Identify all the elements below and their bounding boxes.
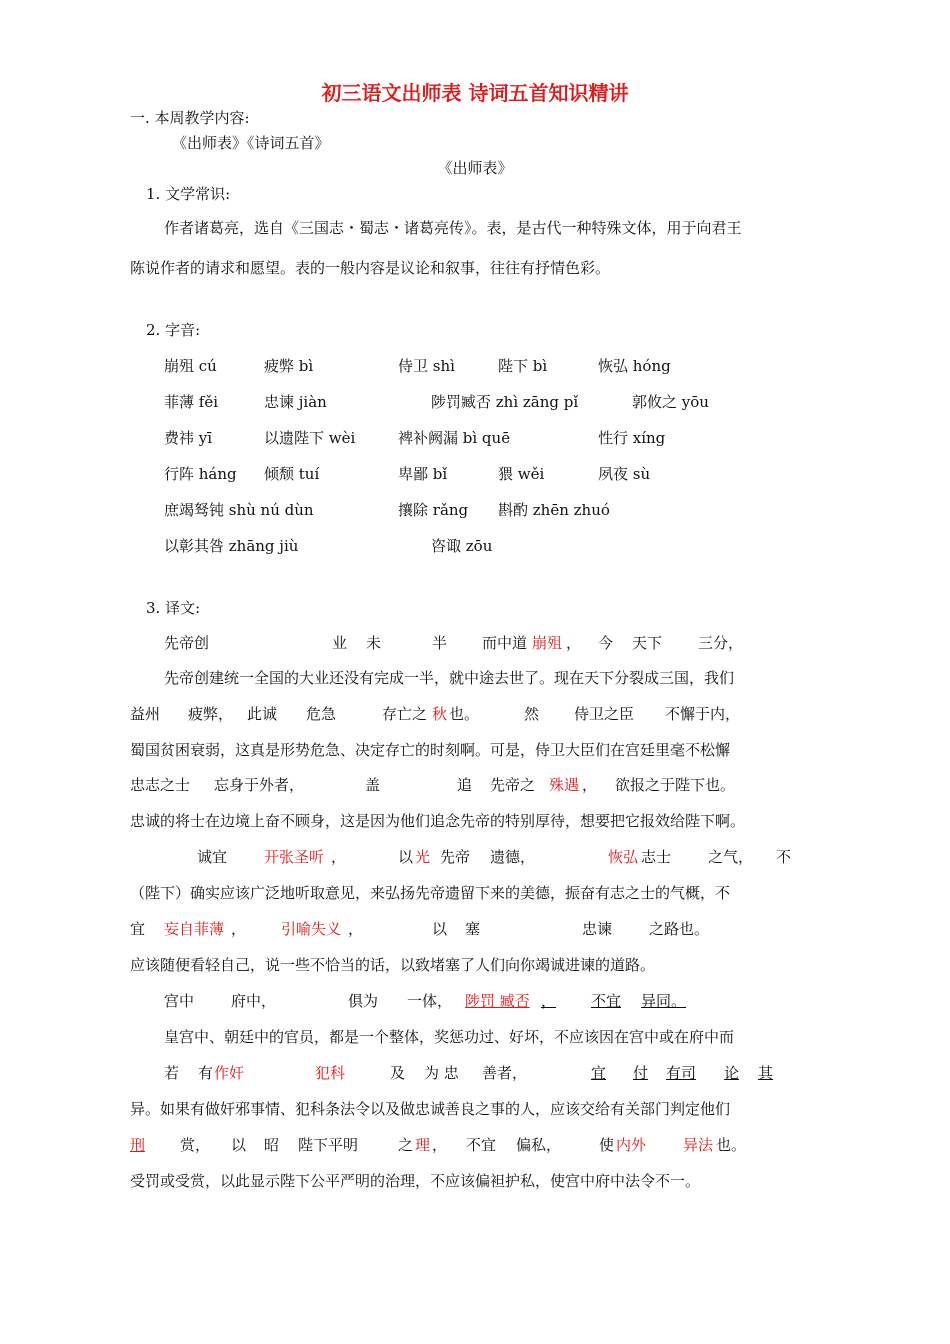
pron-item: 攘除 rǎng [398,501,469,519]
orig-word: 不 [776,848,792,866]
orig-word: 之路也。 [649,920,710,938]
orig-word-highlight: 光 [415,848,431,866]
orig-word: 追 [457,776,473,794]
orig-word: ， [541,992,557,1010]
orig-word: 使 [599,1136,615,1154]
orig-word-highlight: 秋 [432,705,448,723]
pron-item: 陟罚臧否 zhì zāng pǐ [431,393,579,411]
pron-item: 陛下 bì [498,357,548,375]
pron-item: 咨诹 zōu [431,537,493,555]
pron-item: 斟酌 zhēn zhuó [498,501,610,519]
orig-word-highlight: 刑 [130,1136,146,1154]
pron-item: 侍卫 shì [398,357,455,375]
orig-word: 存亡之 [382,705,428,723]
pron-item: 行阵 háng [164,465,237,483]
pron-item: 忠谏 jiàn [264,393,327,411]
orig-word: ， [582,776,598,794]
orig-word: 遗德， [490,848,536,866]
orig-word: ， [348,920,364,938]
orig-word: 天下 [632,634,663,652]
section-heading: 一. 本周教学内容: [130,109,250,127]
orig-word: 赏， [180,1136,211,1154]
translation-line: 应该随便看轻自己，说一些不恰当的话，以致堵塞了人们向你竭诚进谏的道路。 [130,956,656,974]
translation-line: 受罚或受赏，以此显示陛下公平严明的治理，不应该偏袒护私，使宫中府中法令不一。 [130,1172,701,1190]
orig-word-highlight: 殊遇 [549,776,580,794]
orig-word: 诚宜 [197,848,228,866]
texts-list: 《出师表》《诗词五首》 [172,134,330,152]
orig-word: 宫中 [164,992,195,1010]
orig-word: ， [432,1136,448,1154]
pron-item: 卑鄙 bǐ [398,465,448,483]
pron-item: 以彰其咎 zhāng jiù [164,537,299,555]
trans-heading: 3. 译文: [146,599,201,617]
orig-word: 论 [724,1064,740,1082]
pron-item: 夙夜 sù [598,465,651,483]
orig-word: 之 [398,1136,414,1154]
orig-word: 忘身于外者， [214,776,305,794]
orig-word: 塞 [465,920,481,938]
orig-word: 不懈于内， [665,705,741,723]
pron-item: 疲弊 bì [264,357,314,375]
orig-word: 宜 [591,1064,607,1082]
orig-word: 疲弊， [188,705,234,723]
orig-word-highlight: 妄自菲薄 [164,920,225,938]
orig-word: 善者， [482,1064,528,1082]
pron-item: 恢弘 hóng [598,357,671,375]
translation-line: 忠诚的将士在边境上奋不顾身，这是因为他们追念先帝的特别厚待，想要把它报效给陛下啊。 [130,812,746,830]
pron-item: 性行 xíng [598,429,666,447]
translation-line: 皇宫中、朝廷中的官员，都是一个整体，奖惩功过、好坏，不应该因在宫中或在府中而 [164,1028,735,1046]
orig-word: 而中道 [482,634,528,652]
lit-line-2: 陈说作者的请求和愿望。表的一般内容是议论和叙事，往往有抒情色彩。 [130,259,611,277]
pron-heading: 2. 字音: [146,321,201,339]
orig-word: 以 [231,1136,247,1154]
translation-line: 先帝创建统一全国的大业还没有完成一半，就中途去世了。现在天下分裂成三国，我们 [164,669,735,687]
orig-word: 异同。 [641,992,687,1010]
orig-word: 三分， [698,634,744,652]
pron-item: 裨补阙漏 bì quē [398,429,511,447]
orig-word: ， [331,848,347,866]
orig-word: 付 [633,1064,649,1082]
orig-word: 先帝 [440,848,471,866]
pron-item: 倾颓 tuí [264,465,320,483]
orig-word-highlight: 异法 [683,1136,714,1154]
orig-word: 忠志之士 [130,776,191,794]
orig-word: 欲报之于陛下也。 [615,776,736,794]
orig-word-highlight: 作奸 [214,1064,245,1082]
orig-word: 侍卫之臣 [574,705,635,723]
orig-word-highlight: 恢弘 [608,848,639,866]
orig-word: 先帝之 [490,776,536,794]
orig-word: 宜 [130,920,146,938]
orig-word: 偏私， [516,1136,562,1154]
orig-word: 不宜 [591,992,622,1010]
pron-item: 庶竭驽钝 shù nú dùn [164,501,314,519]
orig-word-highlight: 陟罚 臧否 [465,992,530,1010]
orig-word-highlight: 理 [415,1136,431,1154]
orig-word: 业 [332,634,348,652]
orig-word: 益州 [130,705,161,723]
document-title: 初三语文出师表 诗词五首知识精讲 [321,81,629,105]
lit-heading: 1. 文学常识: [146,185,231,203]
orig-word: 忠谏 [582,920,613,938]
orig-word: 其 [758,1064,774,1082]
orig-word: 及 [390,1064,406,1082]
orig-word: 也。 [716,1136,747,1154]
orig-word: ， [566,634,582,652]
orig-word-highlight: 引喻失义 [281,920,342,938]
orig-word-highlight: 犯科 [315,1064,346,1082]
orig-word: 陛下平明 [298,1136,359,1154]
orig-word: 俱为 [348,992,379,1010]
lit-line-1: 作者诸葛亮，选自《三国志・蜀志・诸葛亮传》。表，是古代一种特殊文体，用于向君王 [164,219,742,237]
pron-item: 猥 wěi [498,465,545,483]
translation-line: （陛下）确实应该广泛地听取意见，来弘扬先帝遗留下来的美德，振奋有志之士的气概，不 [130,884,731,902]
orig-word: 志士 [641,848,672,866]
orig-word: 以 [398,848,414,866]
orig-word: 然 [524,705,540,723]
orig-word-highlight: 内外 [616,1136,647,1154]
orig-word: 今 [598,634,614,652]
orig-word: 危急 [306,705,337,723]
orig-word: 一体， [407,992,453,1010]
orig-word-highlight: 崩殂 [532,634,563,652]
orig-word: 半 [432,634,448,652]
translation-line: 异。如果有做奸邪事情、犯科条法令以及做忠诚善良之事的人，应该交给有关部门判定他们 [130,1100,731,1118]
orig-word: 也。 [449,705,480,723]
orig-word: 盖 [365,776,381,794]
subsection-title: 《出师表》 [437,159,513,177]
orig-word: ， [231,920,247,938]
pron-item: 以遗陛下 wèi [264,429,356,447]
pron-item: 菲薄 fěi [164,393,218,411]
orig-word: 有 [198,1064,214,1082]
orig-word: 以 [432,920,448,938]
orig-word: 不宜 [466,1136,497,1154]
orig-word: 之气， [708,848,754,866]
pron-item: 崩殂 cú [164,357,217,375]
pron-item: 费祎 yī [164,429,213,447]
orig-word: 为 忠 [424,1064,459,1082]
orig-word: 若 [164,1064,180,1082]
orig-word: 昭 [264,1136,280,1154]
orig-word: 府中， [231,992,277,1010]
orig-word: 先帝创 [164,634,210,652]
orig-word: 此诚 [247,705,278,723]
orig-word: 未 [366,634,382,652]
orig-word: 有司 [666,1064,697,1082]
translation-line: 蜀国贫困衰弱，这真是形势危急、决定存亡的时刻啊。可是，侍卫大臣们在宫廷里毫不松懈 [130,741,731,759]
orig-word-highlight: 开张圣听 [264,848,325,866]
pron-item: 郭攸之 yōu [632,393,709,411]
